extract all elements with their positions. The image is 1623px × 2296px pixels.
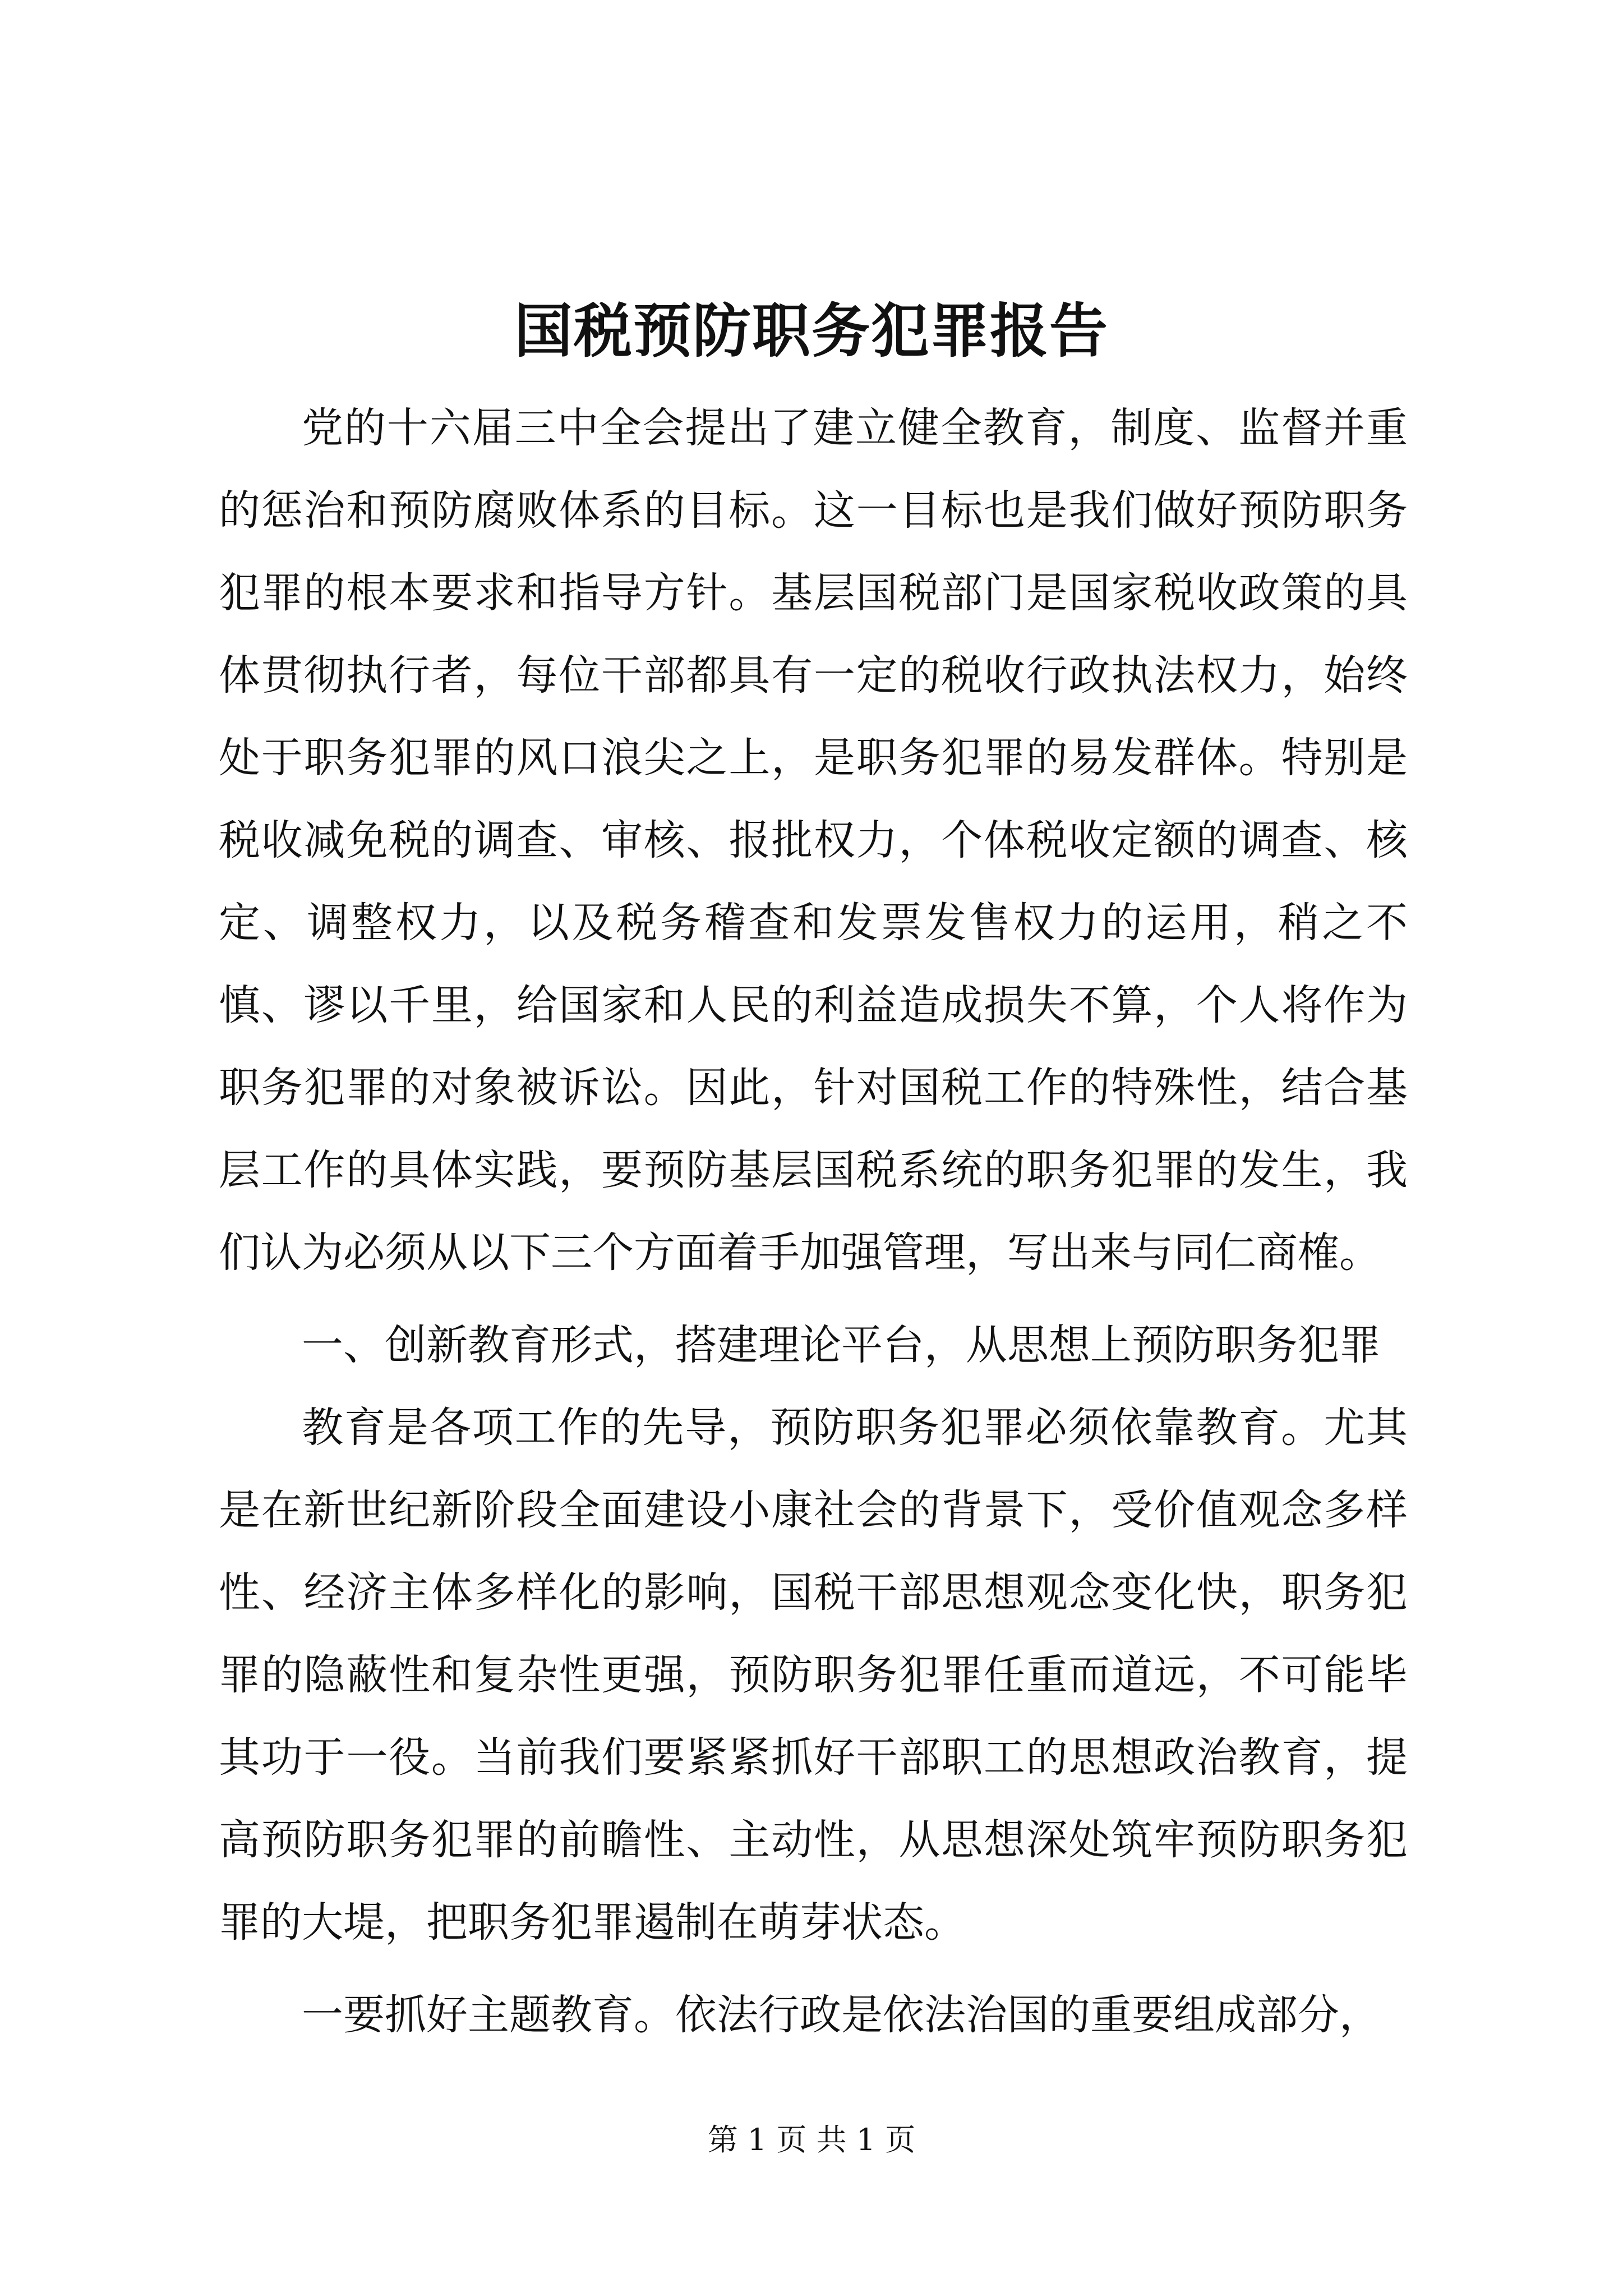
document-body	[219, 387, 1408, 2056]
paragraph-education: 教育是各项工作的先导，预防职务犯罪必须依靠教育。尤其是在新世纪新阶段全面建设小康社会的背景下，受价值观念多样性、经济主体多样化的影响，国税干部思想观念变化快，职务犯罪的隐蔽性和复杂性更强，预防职务犯罪任重而道远，不可能毕其功于一役。当前我们要紧紧抓好干部职工的思想政治教育，提高预防职务犯罪的前瞻性、主动性，从思想深处筑牢预防职务犯罪的大堤，把职务犯罪遏制在萌芽状态。	[219, 1404, 1408, 1947]
section-heading-1: 一、创新教育形式，搭建理论平台，从思想上预防职务犯罪	[302, 1321, 1381, 1369]
document-title: 国税预防职务犯罪报告	[514, 296, 1109, 365]
page-footer: 第 1 页 共 1 页	[707, 2122, 916, 2157]
paragraph-theme-education: 一要抓好主题教育。依法行政是依法治国的重要组成部分，	[302, 1991, 1381, 2039]
paragraph-intro: 党的十六届三中全会提出了建立健全教育，制度、监督并重的惩治和预防腐败体系的目标。这一目标也是我们做好预防职务犯罪的根本要求和指导方针。基层国税部门是国家税收政策的具体贯彻执行者，每位干部都具有一定的税收行政执法权力，始终处于职务犯罪的风口浪尖之上，是职务犯罪的易发群体。特别是税收减免税的调查、审核、报批权力，个体税收定额的调查、核定、调整权力，以及税务稽查和发票发售权力的运用，稍之不慎、谬以千里，给国家和人民的利益造成损失不算，个人将作为职务犯罪的对象被诉讼。因此，针对国税工作的特殊性，结合基层工作的具体实践，要预防基层国税系统的职务犯罪的发生，我们认为必须从以下三个方面着手加强管理，写出来与同仁商榷。	[219, 404, 1408, 1277]
